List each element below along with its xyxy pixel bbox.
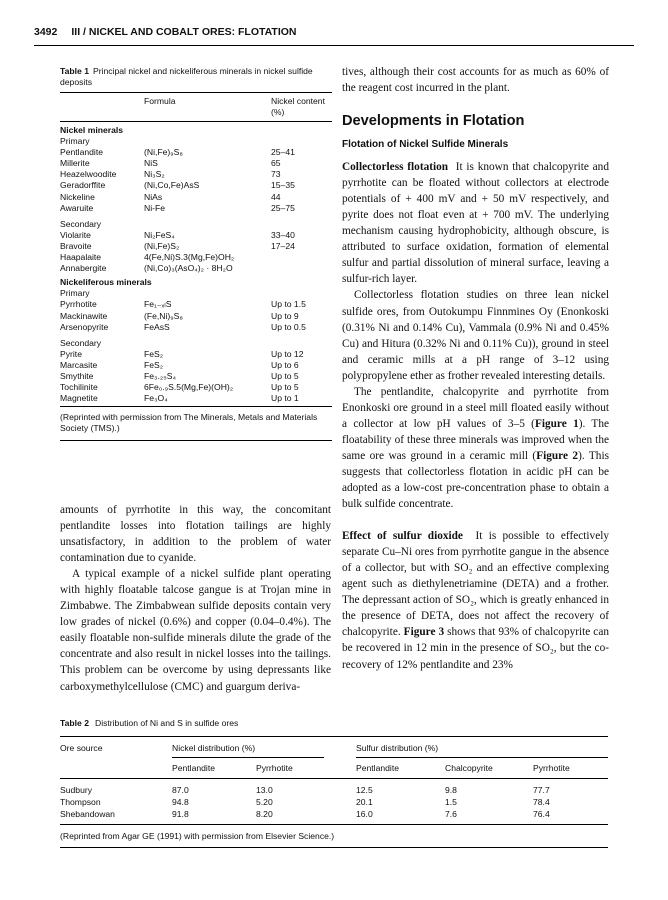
- nickel-content: Up to 5: [271, 370, 299, 381]
- table-row: [60, 147, 332, 158]
- sub-s-pentlandite: Pentlandite: [356, 763, 400, 773]
- table-cell: 76.4: [533, 809, 550, 819]
- nickel-content: 44: [271, 191, 281, 202]
- mineral-formula: Fe₁₋ₓₗS: [144, 299, 172, 310]
- mineral-formula: 6Fe₀.₉S.5(Mg,Fe)(OH)₂: [144, 382, 234, 393]
- mineral-formula: Ni-Fe: [144, 202, 166, 213]
- table-row: [60, 252, 332, 263]
- table-cell: 12.5: [356, 785, 373, 795]
- group-label-text: Secondary: [60, 218, 102, 229]
- table-row: [60, 180, 332, 191]
- table-row: [60, 322, 332, 333]
- nickel-content: Up to 6: [271, 359, 299, 370]
- figure-3-ref: Figure 3: [403, 626, 445, 639]
- p4-part-a: It is possible to effectively separate Cu–Ni ores from pyrrhotite gangue in the absence of a collector, but with SO₂ and an effective complexing agent such as diethylenetriamine (DETA) and a frother. The depressant action of SO₂, which is greatly enhanced in the presence of DETA, does not affect the recovery of chalcopyrite.: [342, 530, 610, 639]
- sub-ni-pyrrhotite: Pyrrhotite: [256, 763, 293, 773]
- nickel-content: Up to 1.5: [271, 299, 306, 310]
- table-2-label: Table 2: [60, 718, 89, 728]
- subsection-heading: Flotation of Nickel Sulfide Minerals: [342, 139, 509, 151]
- table-2-caption: [60, 718, 608, 729]
- section-title-text: Nickel minerals: [60, 125, 124, 135]
- nickel-content: Up to 12: [271, 348, 304, 359]
- table-cell: 91.8: [172, 809, 189, 819]
- table-row: [60, 808, 608, 820]
- right-paragraph-4: [342, 528, 609, 672]
- mineral-formula: (Ni,Fe)₉S₈: [144, 147, 183, 158]
- sub-s-pyrrhotite: Pyrrhotite: [533, 763, 570, 773]
- table-row: [60, 241, 332, 252]
- page-header: [34, 26, 634, 38]
- table-2-caption-text: Distribution of Ni and S in sulfide ores: [94, 718, 239, 728]
- nickel-content: 17–24: [271, 240, 295, 251]
- table-cell: 13.0: [256, 785, 273, 795]
- table-1: [60, 66, 332, 441]
- mineral-name: Tochilinite: [60, 382, 98, 393]
- table-row: [60, 230, 332, 241]
- table-1-col-formula: Formula: [144, 96, 176, 106]
- table-row: [60, 796, 608, 808]
- table-cell: 5.20: [256, 797, 273, 807]
- figure-1-ref: Figure 1: [534, 417, 579, 430]
- mineral-formula: (Ni,Co)₃(AsO₄)₂ · 8H₂O: [144, 263, 233, 274]
- group-label-text: Primary: [60, 136, 90, 147]
- group-label-text: Primary: [60, 288, 90, 299]
- nickel-content: Up to 5: [271, 382, 299, 393]
- mineral-formula: NiAs: [144, 191, 163, 202]
- group-label-text: Secondary: [60, 337, 102, 348]
- nickel-content: 25–75: [271, 202, 295, 213]
- table-1-header-rule: [60, 121, 332, 122]
- table-row: [60, 158, 332, 169]
- running-title: III / NICKEL AND COBALT ORES: FLOTATION: [71, 26, 297, 38]
- ore-source: Shebandowan: [60, 809, 115, 819]
- mineral-name: Arsenopyrite: [60, 321, 109, 332]
- table-row: [60, 263, 332, 274]
- table-row: [60, 349, 332, 360]
- table-cell: 87.0: [172, 785, 189, 795]
- sub-s-chalcopyrite: Chalcopyrite: [445, 763, 493, 773]
- table-cell: 8.20: [256, 809, 273, 819]
- table-1-footnote: (Reprinted with permission from The Minerals, Metals and Materials Society (TMS).): [60, 412, 318, 434]
- mineral-formula: Ni₃S₂: [144, 169, 165, 180]
- table-1-section-title: [60, 125, 332, 136]
- table-row: [60, 192, 332, 203]
- table-1-group-label: [60, 136, 332, 147]
- table-2-group-header: [60, 742, 608, 754]
- table-1-body: [60, 125, 332, 404]
- mineral-name: Geradorffite: [60, 180, 106, 191]
- mineral-name: Pentlandite: [60, 147, 104, 158]
- table-2-span-rules: [60, 754, 608, 760]
- table-1-section-title: [60, 277, 332, 288]
- mineral-formula: FeS₂: [144, 359, 164, 370]
- p3-part-b: ). The floatability of these three minerals was improved when the same ore was ground in a ceramic mill (: [342, 417, 609, 462]
- table-cell: 9.8: [445, 785, 457, 795]
- table-1-label: Table 1: [60, 66, 89, 76]
- table-cell: 94.8: [172, 797, 189, 807]
- table-1-group-label: [60, 338, 332, 349]
- mineral-name: Millerite: [60, 158, 90, 169]
- table-cell: 7.6: [445, 809, 457, 819]
- right-paragraph-1: [342, 159, 609, 287]
- collectorless-runin-head: Collectorless flotation: [342, 161, 449, 174]
- p3-part-a: The pentlandite, chalcopyrite and pyrrhotite from Enonkoski ore ground in a steel mill floated easily without a collector at low pH values of 3–5 (: [342, 385, 609, 430]
- table-row: [60, 169, 332, 180]
- table-row: [60, 382, 332, 393]
- mineral-formula: Fe₃O₄: [144, 393, 168, 404]
- mineral-name: Mackinawite: [60, 310, 108, 321]
- mineral-name: Marcasite: [60, 359, 98, 370]
- mineral-name: Annabergite: [60, 263, 107, 274]
- right-paragraph-0: tives, although their cost accounts for as much as 60% of the reagent cost incurred in the plant.: [342, 66, 609, 95]
- figure-2-ref: Figure 2: [536, 449, 579, 462]
- mineral-name: Smythite: [60, 370, 94, 381]
- mineral-formula: Fe₃.₂₅S₄: [144, 370, 176, 381]
- collectorless-text: It is known that chalcopyrite and pyrrhotite can be floated without collectors at electrode potentials of + 400 mV and + 50 mV respectively, and pyrite does not float even at + 700 mV. The underlying mechanism causing hydrophobicity, although obscure, is attributed to surface oxidation, formation of elemental sulfur and partial dissolution of mineral surface, leaving a sulfur-rich layer.: [342, 161, 609, 286]
- right-column-text: [342, 64, 609, 673]
- section-heading: Developments in Flotation: [342, 113, 525, 130]
- table-cell: 16.0: [356, 809, 373, 819]
- nickel-content: 15–35: [271, 180, 295, 191]
- nickel-content: Up to 0.5: [271, 321, 306, 332]
- table-1-top-rule: [60, 92, 332, 93]
- nickel-span-rule: [172, 757, 324, 758]
- mineral-name: Heazelwoodite: [60, 169, 117, 180]
- mineral-name: Pyrite: [60, 348, 82, 359]
- nickel-content: Up to 9: [271, 310, 299, 321]
- table-row: [60, 360, 332, 371]
- table-row: [60, 311, 332, 322]
- table-1-group-label: [60, 288, 332, 299]
- mineral-name: Violarite: [60, 229, 91, 240]
- table-row: [60, 299, 332, 310]
- header-rule: [34, 45, 634, 46]
- nickel-content: 65: [271, 158, 281, 169]
- mineral-formula: FeS₂: [144, 348, 164, 359]
- nickel-content: Up to 1: [271, 393, 299, 404]
- table-1-col-nickel: Nickel content (%): [271, 96, 325, 117]
- table-2-body: [60, 784, 608, 820]
- table-2-subheader: [60, 762, 608, 774]
- left-paragraph-2: A typical example of a nickel sulfide plant operating with highly floatable talcose gangue is at Trojan mine in Zimbabwe. The Zimbabwean sulfide deposits contain very low grades of nickel (0.6%) and copper (0.04–0.4%). The easily floatable non-sulfide minerals dilute the grade of the concentrate and also result in nickel losses into the tailings. This problem can be overcome by using depressants like carboxymethylcellulose (CMC) and guargum deriva-: [60, 568, 331, 693]
- table-cell: 20.1: [356, 797, 373, 807]
- mineral-formula: (Ni,Co,Fe)AsS: [144, 180, 200, 191]
- left-paragraph-1: amounts of pyrrhotite in this way, the concomitant pentlandite losses into flotation tailings are highly unsatisfactory, in addition to the problem of water contamination due to cyanide.: [60, 504, 331, 565]
- p4-part-b: shows that 93% of chalcopyrite can be recovered in 12 min in the presence of SO₂, but the co-recovery of 12% pentlandite and 23%: [342, 626, 609, 671]
- table-2-col-sulfur: Sulfur distribution (%): [356, 743, 439, 753]
- table-1-bottom-rule: [60, 406, 332, 407]
- table-2: [60, 718, 608, 848]
- table-cell: 1.5: [445, 797, 457, 807]
- mineral-formula: Ni₂FeS₄: [144, 229, 175, 240]
- table-1-header-row: [60, 96, 332, 120]
- nickel-content: 33–40: [271, 229, 295, 240]
- nickel-content: 25–41: [271, 147, 295, 158]
- mineral-name: Bravoite: [60, 240, 92, 251]
- table-2-col-source: Ore source: [60, 743, 103, 753]
- table-1-end-rule: [60, 440, 332, 441]
- mineral-formula: (Ni,Fe)S₂: [144, 240, 180, 251]
- mineral-formula: FeAsS: [144, 321, 170, 332]
- table-1-group-label: [60, 219, 332, 230]
- so2-runin-head: Effect of sulfur dioxide: [342, 530, 463, 543]
- sulfur-span-rule: [356, 757, 608, 758]
- ore-source: Thompson: [60, 797, 101, 807]
- mineral-name: Awaruite: [60, 202, 94, 213]
- table-row: [60, 203, 332, 214]
- table-2-header-rule: [60, 778, 608, 779]
- table-row: [60, 371, 332, 382]
- mineral-formula: (Fe,Ni)₉S₈: [144, 310, 183, 321]
- table-1-caption: [60, 66, 332, 88]
- nickel-content: 73: [271, 169, 281, 180]
- table-row: [60, 393, 332, 404]
- table-2-end-rule: [60, 847, 608, 848]
- left-column-text: [60, 502, 331, 695]
- table-2-top-rule: [60, 736, 608, 737]
- right-paragraph-3: [342, 384, 609, 512]
- mineral-formula: NiS: [144, 158, 158, 169]
- section-title-text: Nickeliferous minerals: [60, 277, 152, 288]
- mineral-name: Haapalaite: [60, 252, 102, 263]
- table-1-caption-text: Principal nickel and nickeliferous minerals in nickel sulfide deposits: [60, 66, 313, 87]
- mineral-name: Nickeline: [60, 191, 95, 202]
- mineral-name: Magnetite: [60, 393, 98, 404]
- sub-ni-pentlandite: Pentlandite: [172, 763, 216, 773]
- table-row: [60, 784, 608, 796]
- mineral-name: Pyrrhotite: [60, 299, 97, 310]
- page-number: 3492: [34, 26, 58, 38]
- table-cell: 78.4: [533, 797, 550, 807]
- mineral-formula: 4(Fe,Ni)S.3(Mg,Fe)OH₂: [144, 252, 235, 263]
- right-paragraph-2: Collectorless flotation studies on three lean nickel sulfide ores, from Outokumpu Finnmines Oy (Enonkoski (0.31% Ni and 0.14% Cu), Vammala (0.9% Ni and 0.45% Cu) and Hitura (0.32% Ni and 0.11% Cu)), ground in steel and ceramic mills at a pH range of 3–12 using polypropylene ether as frother revealed interesting details.: [342, 289, 609, 382]
- table-cell: 77.7: [533, 785, 550, 795]
- ore-source: Sudbury: [60, 785, 93, 795]
- table-2-col-nickel: Nickel distribution (%): [172, 743, 256, 753]
- table-2-footnote: (Reprinted from Agar GE (1991) with permission from Elsevier Science.): [60, 831, 335, 841]
- table-2-bottom-rule: [60, 824, 608, 825]
- p3-part-c: ). This suggests that collectorless flotation in acidic pH can be adopted as a low-cost pre-concentration phase to obtain a bulk sulfide concentrate.: [342, 449, 609, 511]
